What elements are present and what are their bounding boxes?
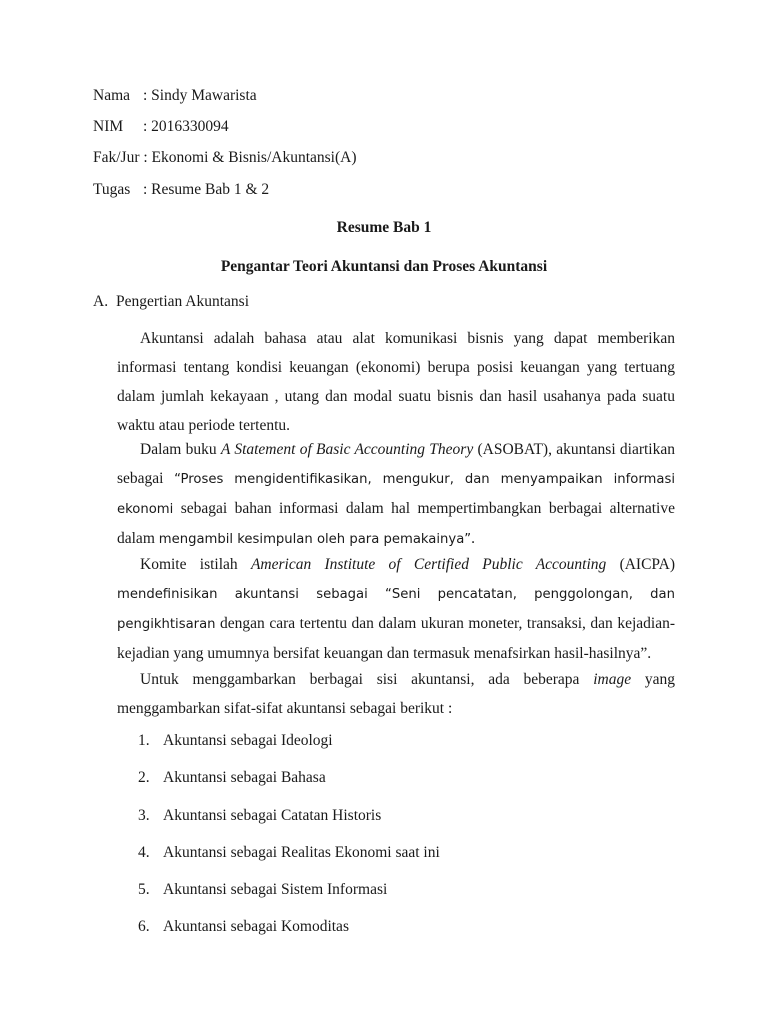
paragraph-2-quote-a: “Proses mengidentifikasikan, mengukur, dan menyampaikan informasi ekonomi <box>117 472 675 517</box>
image-word: image <box>593 671 632 688</box>
header-nim <box>93 117 229 137</box>
paragraph-1 <box>117 324 675 440</box>
section-a-letter: A. <box>93 293 109 310</box>
paragraph-4 <box>117 665 675 723</box>
nama-label: Nama <box>93 87 131 104</box>
header-tugas <box>93 180 269 200</box>
list-text: Akuntansi sebagai Bahasa <box>163 769 326 786</box>
paragraph-1-text: Akuntansi adalah bahasa atau alat komunikasi bisnis yang dapat memberikan informasi tentang kondisi keuangan (ekonomi) berupa posisi keuangan yang tertuang dalam jumlah kekayaan , utang dan modal suatu bisnis dan hasil usahanya pada suatu waktu atau periode tertentu. <box>117 330 675 434</box>
paragraph-4-text-c: yang menggambarkan sifat-sifat akuntansi sebagai berikut : <box>117 671 675 717</box>
tugas-label: Tugas <box>93 181 131 198</box>
paragraph-2-text-c: (ASOBAT), akuntansi diartikan sebagai <box>117 441 675 487</box>
paragraph-2-text-e: sebagai bahan informasi dalam hal mempertimbangkan berbagai alternative dalam <box>117 500 675 547</box>
list-text: Akuntansi sebagai Realitas Ekonomi saat ini <box>163 844 440 861</box>
list-text: Akuntansi sebagai Ideologi <box>163 732 333 749</box>
paragraph-3-text-a: Komite istilah <box>140 556 251 573</box>
header-nama <box>93 86 257 106</box>
paragraph-2-text-a: Dalam buku <box>140 441 221 458</box>
list-text: Akuntansi sebagai Komoditas <box>163 918 349 935</box>
paragraph-3-text-e: dengan cara tertentu dan dalam ukuran moneter, transaksi, dan kejadian-kejadian yang umumnya bersifat keuangan dan termasuk menafsirkan hasil-hasilnya” <box>117 615 675 662</box>
section-a-title: Pengertian Akuntansi <box>116 293 250 310</box>
list-item <box>138 768 326 788</box>
section-a-heading <box>93 292 249 312</box>
list-number: 5. <box>138 881 150 898</box>
header-fakjur <box>93 148 357 168</box>
tugas-value: : Resume Bab 1 & 2 <box>143 181 270 198</box>
list-item <box>138 917 349 937</box>
paragraph-2-period: . <box>471 530 475 547</box>
paragraph-3 <box>117 550 675 668</box>
list-number: 3. <box>138 807 150 824</box>
document-title: Resume Bab 1 <box>336 219 432 236</box>
asobat-book-title: A Statement of Basic Accounting Theory <box>220 441 474 458</box>
aicpa-name: American Institute of Certified Public Accounting <box>250 556 607 573</box>
paragraph-2-quote-b: mengambil kesimpulan oleh para pemakainya” <box>158 532 472 547</box>
list-number: 1. <box>138 732 150 749</box>
document-subtitle: Pengantar Teori Akuntansi dan Proses Akuntansi <box>220 258 548 275</box>
list-item <box>138 806 381 826</box>
list-text: Akuntansi sebagai Sistem Informasi <box>163 881 388 898</box>
list-item <box>138 843 440 863</box>
nama-value: : Sindy Mawarista <box>143 87 257 104</box>
fakjur-label: Fak/Jur <box>93 149 140 166</box>
list-item <box>138 731 333 751</box>
fakjur-value: : Ekonomi & Bisnis/Akuntansi(A) <box>143 149 357 166</box>
list-number: 6. <box>138 918 150 935</box>
paragraph-4-text-a: Untuk menggambarkan berbagai sisi akuntansi, ada beberapa <box>140 671 594 688</box>
paragraph-2 <box>117 435 675 554</box>
list-item <box>138 880 387 900</box>
paragraph-3-text-c: (AICPA) <box>606 556 675 573</box>
nim-value: : 2016330094 <box>143 118 229 135</box>
paragraph-3-period: . <box>647 645 652 662</box>
nim-label: NIM <box>93 118 124 135</box>
list-number: 2. <box>138 769 150 786</box>
list-number: 4. <box>138 844 150 861</box>
list-text: Akuntansi sebagai Catatan Historis <box>163 807 382 824</box>
paragraph-3-quote-a: mendefinisikan akuntansi sebagai “Seni pencatatan, penggolongan, dan pengikhtisaran <box>117 587 675 632</box>
